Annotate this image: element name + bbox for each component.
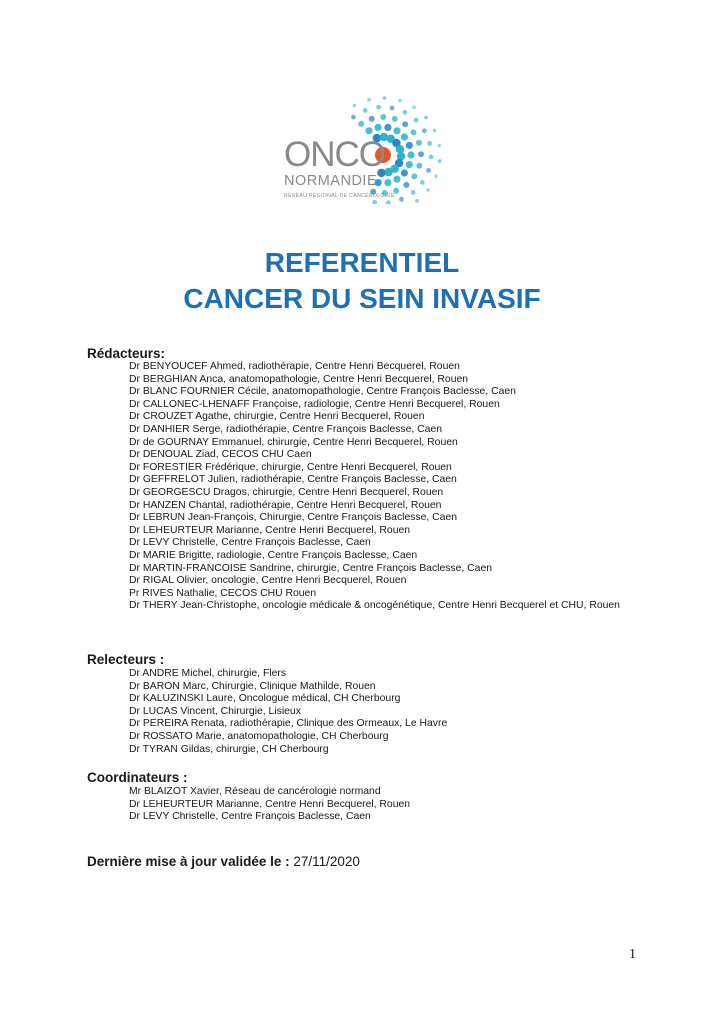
logo-dot <box>416 140 422 146</box>
list-item: Dr ANDRE Michel, chirurgie, Flers <box>129 668 287 679</box>
logo-dot <box>426 168 431 173</box>
logo-word-onco: ONCO <box>284 135 385 174</box>
logo-dot <box>380 114 386 120</box>
logo-dot <box>384 168 392 176</box>
logo-dot <box>375 124 382 131</box>
logo-dot <box>386 200 391 204</box>
document-title-line-2: CANCER DU SEIN INVASIF <box>183 283 541 314</box>
list-item: Mr BLAIZOT Xavier, Réseau de cancérologie normand <box>129 786 381 797</box>
logo-dot <box>412 105 416 109</box>
logo-dot <box>390 106 395 111</box>
logo-dot <box>376 105 381 110</box>
list-item: Dr CROUZET Agathe, chirurgie, Centre Henri Becquerel, Rouen <box>129 411 425 423</box>
list-item: Dr LEVY Christelle, Centre François Baclesse, Caen <box>129 537 371 549</box>
logo-dot <box>351 115 356 120</box>
list-item: Dr ROSSATO Marie, anatomopathologie, CH Cherbourg <box>129 730 389 742</box>
logo-dot <box>372 200 377 204</box>
list-item: Dr THERY Jean-Christophe, oncologie médicale & oncogénétique, Centre Henri Becquerel et CHU, Rouen <box>129 600 620 612</box>
logo-dot <box>438 159 442 163</box>
logo-dot <box>369 116 375 122</box>
list-item: Dr LEBRUN Jean-François, Chirurgie, Centre François Baclesse, Caen <box>129 512 458 524</box>
logo-dot <box>358 121 364 127</box>
relecteurs-list <box>129 668 629 756</box>
list-item: Pr RIVES Nathalie, CECOS CHU Rouen <box>129 587 317 599</box>
redacteurs-list <box>129 361 629 613</box>
logo-dot <box>424 116 428 120</box>
logo-dot <box>406 142 413 149</box>
onco-normandie-logo <box>280 92 450 204</box>
logo-dot <box>433 129 437 133</box>
list-item: Dr MARIE Brigitte, radiologie, Centre François Baclesse, Caen <box>129 549 418 561</box>
logo-dot <box>434 175 438 179</box>
logo-dot <box>392 116 398 122</box>
logo-dot <box>411 129 417 135</box>
last-update-date: 27/11/2020 <box>293 854 360 869</box>
logo-dot <box>393 127 400 134</box>
page-number: 1 <box>629 947 636 962</box>
list-item: Dr LEVY Christelle, Centre François Baclesse, Caen <box>129 811 371 823</box>
list-item: Dr KALUZINSKI Laure, Oncologue médical, CH Cherbourg <box>129 693 401 705</box>
logo-dot <box>383 96 387 100</box>
logo-dot <box>384 179 391 186</box>
list-item: Dr GEORGESCU Dragos, chirurgie, Centre Henri Becquerel, Rouen <box>129 486 444 498</box>
logo-dot <box>363 108 368 113</box>
list-item: Dr HANZEN Chantal, radiothérapie, Centre Henri Becquerel, Rouen <box>129 499 442 511</box>
list-item: Dr BARON Marc, Chirurgie, Clinique Mathilde, Rouen <box>129 680 376 692</box>
list-item: Dr de GOURNAY Emmanuel, chirurgie, Centre Henri Becquerel, Rouen <box>129 436 458 448</box>
logo-dot <box>353 104 357 108</box>
list-item: Dr DANHIER Serge, radiothérapie, Centre François Baclesse, Caen <box>129 423 443 435</box>
logo-dot <box>426 188 430 192</box>
list-item: Dr RIGAL Olivier, oncologie, Centre Henri Becquerel, Rouen <box>129 575 407 587</box>
logo-dot <box>367 98 371 102</box>
logo-dot <box>414 118 419 123</box>
logo-dot <box>402 121 408 127</box>
logo-dot <box>403 110 408 115</box>
list-item: Dr LUCAS Vincent, Chirurgie, Lisieux <box>129 705 301 717</box>
logo-dot <box>406 161 413 168</box>
list-item: Dr LEHEURTEUR Marianne, Centre Henri Becquerel, Rouen <box>129 798 411 810</box>
logo-dot <box>401 133 408 140</box>
logo-tagline: RÉSEAU RÉGIONAL DE CANCÉROLOGIE <box>284 193 395 199</box>
logo-dot <box>437 144 441 148</box>
redacteurs-heading: Rédacteurs: <box>87 346 166 361</box>
last-update-label: Dernière mise à jour validée le : <box>87 854 290 869</box>
last-update-line <box>87 854 360 869</box>
logo-dot <box>418 151 424 157</box>
logo-dot <box>399 197 404 202</box>
relecteurs-heading: Relecteurs : <box>87 652 165 667</box>
document-title-line-1: REFERENTIEL <box>264 247 460 278</box>
logo-dot <box>411 190 416 195</box>
list-item: Dr PEREIRA Renata, radiothérapie, Clinique des Ormeaux, Le Havre <box>129 718 448 730</box>
logo-dot <box>398 99 402 103</box>
list-item: Dr FORESTIER Frédérique, chirurgie, Centre Henri Becquerel, Rouen <box>129 461 452 473</box>
list-item: Dr MARTIN-FRANCOISE Sandrine, chirurgie, Centre François Baclesse, Caen <box>129 562 493 574</box>
logo-dot <box>384 124 391 131</box>
logo-dot <box>407 151 414 158</box>
list-item: Dr BENYOUCEF Ahmed, radiothérapie, Centre Henri Becquerel, Rouen <box>129 361 460 372</box>
logo-dot <box>403 182 409 188</box>
logo-word-normandie: NORMANDIE <box>284 173 378 189</box>
logo-dot <box>427 141 432 146</box>
logo-dot <box>422 128 427 133</box>
coordinateurs-list <box>129 786 629 824</box>
logo-dot <box>393 176 400 183</box>
coordinateurs-heading: Coordinateurs : <box>87 770 188 785</box>
logo-dot <box>420 180 425 185</box>
list-item: Dr CALLONEC-LHENAFF Françoise, radiologie, Centre Henri Becquerel, Rouen <box>129 398 500 410</box>
list-item: Dr LEHEURTEUR Marianne, Centre Henri Becquerel, Rouen <box>129 524 411 536</box>
list-item: Dr GEFFRELOT Julien, radiothérapie, Centre François Baclesse, Caen <box>129 474 457 486</box>
onco-normandie-logo-graphic <box>280 92 450 204</box>
logo-dot <box>416 163 422 169</box>
list-item: Dr TYRAN Gildas, chirurgie, CH Cherbourg <box>129 743 329 755</box>
logo-dot <box>411 173 417 179</box>
logo-dot <box>401 169 408 176</box>
list-item: Dr DENOUAL Ziad, CECOS CHU Caen <box>129 449 312 461</box>
list-item: Dr BLANC FOURNIER Cécile, anatomopathologie, Centre François Baclesse, Caen <box>129 386 516 398</box>
logo-dot <box>429 155 434 160</box>
logo-dot <box>415 199 419 203</box>
list-item: Dr BERGHIAN Anca, anatomopathologie, Centre Henri Becquerel, Rouen <box>129 373 469 385</box>
logo-dot <box>365 127 372 134</box>
